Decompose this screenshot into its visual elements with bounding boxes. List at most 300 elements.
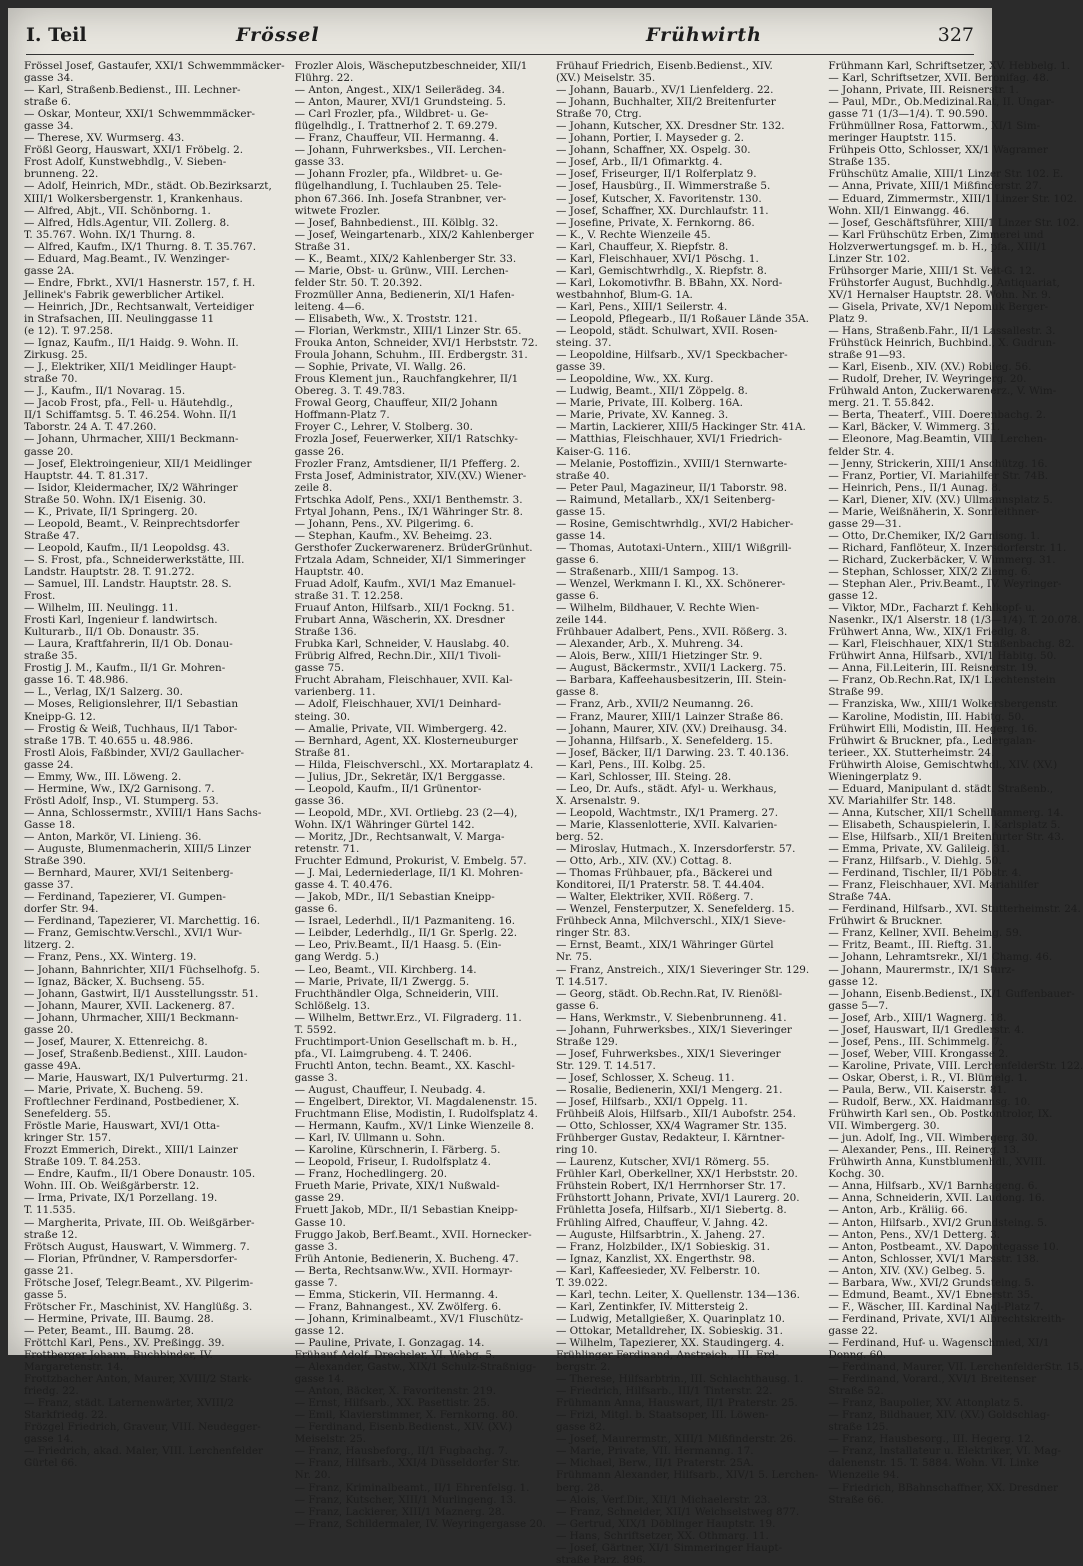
directory-entry: Jellinek's Fabrik gewerblicher Artikel. [24, 288, 225, 301]
directory-entry: — Auguste, Blumenmacherin, XIII/5 Linzer [24, 843, 251, 856]
directory-entry: — Josef, Elektroingenieur, XII/1 Meidlinger [24, 457, 252, 470]
directory-entry: Fruchter Edmund, Prokurist, V. Embelg. 57. [294, 855, 527, 868]
directory-entry: Straße 135. [828, 156, 891, 169]
directory-entry: — Johann, Pens., XV. Pilgerimg. 6. [294, 517, 474, 530]
directory-entry: — Franz, städt. Laternenwärter, XVIII/2 [24, 1397, 235, 1410]
directory-entry: Frühauf Friedrich, Eisenb.Bedienst., XIV. [555, 60, 773, 72]
directory-entry: — Hermine, Ww., IX/2 Garnisong. 7. [24, 782, 215, 795]
directory-entry: Gersthofer Zuckerwarenerz. BrüderGrünhut. [294, 541, 533, 554]
directory-entry: straße 125. [828, 1421, 889, 1434]
directory-entry: Wieningerplatz 9. [828, 770, 922, 783]
directory-entry: Frtyal Johann, Pens., IX/1 Währinger Str. 8. [294, 505, 523, 518]
directory-entry: — Johann, Fuhrwerksbes., XIX/1 Sieveringer [555, 1023, 792, 1036]
directory-entry: gasse 6. [555, 553, 599, 566]
directory-entry: — Anton, Maurer, XVI/1 Grundsteing. 5. [294, 96, 506, 109]
directory-entry: Wohn. III. Ob. Weißgärberstr. 12. [24, 1180, 200, 1193]
directory-entry: — Richard, Zuckerbäcker, V. Wimmerg. 31. [828, 553, 1056, 566]
directory-entry: gasse 8. [555, 686, 599, 699]
directory-entry: — Franz, Maurer, XIII/1 Lainzer Straße 86. [555, 710, 784, 723]
directory-entry: — Anton, Pens., XV/1 Detterg. 3. [828, 1228, 1001, 1241]
directory-entry: Frößl Georg, Hauswart, XXI/1 Fröbelg. 2. [24, 144, 244, 157]
directory-entry: — Ferdinand, Hilfsarb., XVI. Stutterheimstr. 24. [828, 903, 1081, 916]
directory-entry: — Fritz, Beamt., III. Rieftg. 31. [828, 939, 992, 952]
directory-entry: pfa., VI. Laimgrubeng. 4. T. 2406. [294, 1047, 472, 1060]
directory-entry: — Oskar, Oberst, i. R., VI. Blümelg. 1. [828, 1071, 1028, 1084]
directory-entry: — Adolf, Heinrich, MDr., städt. Ob.Bezirksarzt, [24, 180, 272, 193]
directory-entry: Straße 66. [828, 1493, 884, 1506]
directory-entry: (e 12). T. 97.258. [24, 325, 114, 338]
directory-entry: Frötsche Josef, Telegr.Beamt., XV. Pilgerim- [24, 1276, 254, 1289]
directory-entry: — Eleonore, Mag.Beamtin, VIII. Lerchen- [828, 433, 1047, 446]
directory-entry: brunneng. 22. [24, 168, 99, 181]
directory-entry: ringer Str. 83. [555, 927, 631, 940]
directory-entry: — Josef, Arb., II/1 Ofimarktg. 4. [555, 156, 723, 169]
directory-entry: — Karl, Fleischhauer, XVI/1 Pöschg. 1. [555, 252, 759, 265]
directory-entry: Nr. 75. [555, 951, 593, 964]
directory-entry: — Alois, Berw., XIII/1 Hietzinger Str. 9. [555, 650, 763, 663]
directory-entry: Frosti Karl, Ingenieur f. landwirtsch. [24, 614, 218, 627]
directory-entry: — Heinrich, JDr., Rechtsanwalt, Verteidiger [24, 300, 254, 313]
directory-entry: — F., Wäscher, III. Kardinal Nagl-Platz 7. [828, 1300, 1044, 1313]
directory-entry: — Josefine, Private, X. Fernkorng. 86. [555, 216, 755, 229]
directory-entry: — Leopold, Beamt., V. Reinprechtsdorfer [24, 517, 240, 530]
directory-entry: Frühstortt Johann, Private, XVI/1 Laurerg. 20. [555, 1192, 800, 1205]
directory-entry: merg. 21. T. 55.842. [828, 397, 935, 410]
directory-entry: — Karl, Pens., XIII/1 Seilerstr. 4. [555, 300, 728, 313]
directory-entry: Landstr. Hauptstr. 28. T. 91.272. [24, 565, 195, 578]
directory-entry: — Franz, Bildhauer, XIV. (XV.) Goldschlag- [828, 1409, 1050, 1422]
directory-entry: — Franz, Hausbesorg., III. Hegerg. 12. [828, 1433, 1035, 1446]
directory-entry: — Anton, Arb., Kräliig. 66. [828, 1204, 968, 1217]
directory-entry: — Franz, Gemischtw.Verschl., XVI/1 Wur- [24, 927, 243, 940]
directory-entry: Frostl Alois, Faßbinder, XVI/2 Gaullacher- [24, 746, 245, 759]
directory-entry: — K., Private, II/1 Springerg. 20. [24, 505, 198, 518]
directory-entry: — Anton, Markör, VI. Linieng. 36. [24, 831, 202, 843]
directory-entry: — Johann, Kriminalbeamt., XV/1 Fluschütz- [294, 1312, 524, 1325]
directory-page [8, 8, 1083, 1566]
directory-entry: Wienzeile 94. [828, 1469, 900, 1482]
directory-entry: Hauptstr. 44. T. 81.317. [24, 469, 149, 482]
directory-entry: — Eduard, Manipulant d. städt. Straßenb., [828, 782, 1054, 795]
directory-entry: — Michael, Berw., II/1 Praterstr. 25A. [555, 1457, 754, 1470]
column-3 [555, 60, 819, 1566]
directory-entry: — Gertrud, XIX/1 Döblinger Hauptstr. 19. [555, 1517, 776, 1530]
directory-entry: Wohn. IX/1 Währinger Gürtel 142. [294, 818, 475, 831]
directory-entry: gasse 49A. [24, 1059, 81, 1072]
directory-entry: — Irma, Private, IX/1 Porzellang. 19. [24, 1192, 218, 1205]
directory-entry: — Leo, Beamt., VII. Kirchberg. 14. [294, 963, 477, 976]
directory-entry: gasse 6. [555, 999, 599, 1012]
directory-entry: — Emma, Private, XV. Galileig. 31. [828, 843, 1010, 856]
directory-entry: Obereg. 3. T. 49.783. [294, 385, 406, 398]
directory-entry: Taborstr. 24 A. T. 47.260. [24, 421, 157, 434]
directory-entry: Frözgel Friedrich, Graveur, VIII. Neudegger- [24, 1421, 261, 1434]
directory-entry: Frühmann Alexander, Hilfsarb., XIV/1 5. Lerchen- [555, 1469, 819, 1482]
directory-entry: — Else, Hilfsarb., XII/1 Breitenfurter Str. 43. [828, 831, 1065, 843]
directory-entry: Frühwert Anna, Ww., XIX/1 Friedlg. 8. [828, 626, 1031, 639]
directory-entry: straße 31. T. 12.258. [294, 590, 404, 603]
directory-entry: Fruauf Anton, Hilfsarb., XII/1 Fockng. 51. [294, 602, 515, 615]
directory-entry: — Franz, Hilfsarb., XXI/4 Düsseldorfer Str. [294, 1457, 521, 1470]
directory-entry: gasse 29—31. [828, 517, 902, 530]
directory-entry: — Bernhard, Maurer, XVI/1 Seitenberg- [24, 867, 234, 880]
directory-entry: bergstr. 2. [555, 1361, 611, 1374]
directory-entry: — Heinrich, Pens., II/1 Aunag. 8. [828, 481, 1002, 494]
directory-entry: Frubart Anna, Wäscherin, XX. Dresdner [294, 614, 505, 627]
directory-entry: Flührg. 22. [294, 72, 354, 85]
directory-entry: — Josef, Pens., III. Schimmelg. 7. [828, 1035, 1003, 1048]
directory-entry: — Anton, Postbeamt., XV. Dapontegasse 10. [828, 1240, 1059, 1253]
directory-entry: — Julius, JDr., Sekretär, IX/1 Berggasse. [294, 770, 506, 783]
directory-entry: T. 35.767. Wohn. IX/1 Thurng. 8. [24, 228, 196, 241]
directory-entry: — Ferdinand, Maurer, VII. LerchenfelderStr. 15. [828, 1361, 1083, 1374]
directory-entry: — Ferdinand, Eisenb.Bedienst., XIV. (XV.) [294, 1421, 513, 1434]
directory-entry: Frouka Anton, Schneider, XVI/1 Herbststr. 72. [294, 337, 538, 350]
directory-entry: — Alexander, Gastw., XIX/1 Schulz-Straßnigg- [294, 1361, 537, 1374]
directory-entry: — Leo, Priv.Beamt., II/1 Haasg. 5. (Ein- [294, 939, 502, 952]
directory-entry: Straße 52. [828, 1385, 884, 1398]
directory-entry: — Matthias, Fleischhauer, XVI/1 Friedrich- [555, 433, 783, 446]
directory-entry: VII. Wimbergerg. 30. [828, 1120, 940, 1133]
directory-entry: — Georg, städt. Ob.Rechn.Rat, IV. Rienößl- [555, 987, 783, 1000]
directory-entry: Frössel Josef, Gastaufer, XXI/1 Schwemmmäcker- [24, 60, 285, 72]
directory-entry: Frsta Josef, Administrator, XIV.(XV.) Wiener- [294, 469, 527, 482]
directory-entry: gasse 39. [555, 361, 606, 374]
directory-entry: — Endre, Fbrkt., XVI/1 Hasnerstr. 157, f. H. [24, 276, 256, 289]
directory-entry: — Karl, Eisenb., XIV. (XV.) Robileg. 56. [828, 361, 1032, 374]
directory-entry: gasse 20. [24, 1023, 74, 1036]
directory-entry: Gasse 10. [294, 1216, 346, 1229]
directory-entry: — Anton, Hilfsarb., XVI/2 Grundsteing. 5. [828, 1216, 1048, 1229]
directory-entry: — Rudolf, Dreher, IV. Weyringerg. 20. [828, 373, 1027, 386]
directory-entry: steing. 30. [294, 710, 351, 723]
directory-entry: Frühsorger Marie, XIII/1 St. Veit-G. 12. [828, 264, 1036, 277]
directory-entry: Frühwirt & Bruckner. [828, 915, 943, 928]
directory-entry: — August, Chauffeur, I. Neubadg. 4. [294, 1083, 486, 1096]
directory-entry: — Alfred, Kaufm., IX/1 Thurng. 8. T. 35.767. [24, 240, 257, 253]
directory-entry: — Karl, Pens., III. Kolbg. 25. [555, 758, 706, 771]
directory-entry: — J. Mai, Lederniederlage, II/1 Kl. Mohren- [294, 867, 523, 880]
directory-entry: — Johann, Maurermstr., IX/1 Sturz- [828, 963, 1015, 976]
directory-entry: — Margherita, Private, III. Ob. Weißgärber- [24, 1216, 255, 1229]
directory-entry: Straße 70, Ctrg. [555, 108, 642, 121]
directory-entry: gasse 2A. [24, 264, 75, 277]
directory-entry: — Engelbert, Direktor, VI. Magdalenenstr. 15. [294, 1096, 538, 1109]
directory-entry: — Johann, Eisenb.Bedienst., IX/1 Guffenbauer- [828, 987, 1075, 1000]
directory-entry: — Laurenz, Kutscher, XVI/1 Römerg. 55. [555, 1156, 770, 1169]
directory-entry: — Karl, Diener, XIV. (XV.) Ullmannsplatz 5. [828, 493, 1053, 506]
directory-entry: ring 10. [555, 1144, 598, 1157]
directory-entry: Konditorei, II/1 Praterstr. 58. T. 44.404. [555, 879, 765, 892]
directory-entry: — Wilhelm, Bildhauer, V. Rechte Wien- [555, 602, 760, 615]
directory-entry: — Johanna, Hilfsarb., X. Senefelderg. 15. [555, 734, 773, 747]
directory-entry: — Ferdinand, Huf- u. Wagenschmied, XI/1 [828, 1336, 1050, 1349]
directory-entry: gasse 3. [294, 1071, 338, 1084]
directory-entry: — Alexander, Pens., III. Reinerg. 13. [828, 1144, 1020, 1157]
directory-entry: Frühpeis Otto, Schlosser, XX/1 Wagramer [828, 144, 1048, 157]
directory-entry: Frottberger Johann, Buchbinder, IV. [24, 1349, 213, 1362]
directory-entry: Kaiser-G. 116. [555, 445, 631, 458]
directory-entry: — Rosalie, Bedienerin, XXI/1 Mengerg. 21. [555, 1083, 783, 1096]
directory-entry: Straße 50. Wohn. IX/1 Eisenig. 30. [24, 493, 206, 506]
directory-entry: — Leopold, MDr., XVI. Ortliebg. 23 (2—4), [294, 806, 518, 819]
directory-entry: — Josef, Bäcker, II/1 Darwing. 23. T. 40.136. [555, 746, 789, 759]
directory-entry: T. 14.517. [555, 975, 608, 988]
directory-entry: — Jakob, MDr., II/1 Sebastian Kneipp- [294, 891, 495, 904]
directory-entry: Fruad Adolf, Kaufm., XVI/1 Maz Emanuel- [294, 578, 516, 591]
directory-entry: — Karl, Schriftsetzer, XVII. Beronifag. 48. [828, 72, 1050, 85]
directory-entry: — Franz, Arb., XVII/2 Neumanng. 26. [555, 698, 754, 711]
directory-entry: — Alexander, Arb., X. Muhreng. 34. [555, 638, 744, 651]
directory-entry: gasse 14. [24, 1433, 74, 1446]
directory-entry: — Straßenarb., XIII/1 Sampog. 13. [555, 565, 739, 578]
directory-entry: Zirkusg. 25. [24, 349, 88, 362]
directory-entry: T. 5592. [294, 1023, 337, 1036]
directory-entry: — Stephan, Schlosser, XIX/2 Ziemg. 6. [828, 565, 1031, 578]
directory-entry: — Josef, Maurermstr., XIII/1 Mißfinderstr. 26. [555, 1433, 797, 1446]
directory-entry: — Franz, Portier, VI. Mariahilfer Str. 74B. [828, 469, 1049, 482]
directory-entry: — Edmund, Beamt., XV/1 Ebnerstr. 35. [828, 1288, 1034, 1301]
directory-entry: — Ferdinand, Tapezierer, VI. Marchettig. 16. [24, 915, 261, 928]
directory-entry: — Marie, Obst- u. Grünw., VIII. Lerchen- [294, 264, 509, 277]
directory-entry: — Johann, Buchhalter, XII/2 Breitenfurter [555, 96, 776, 109]
directory-entry: — Eduard, Zimmermstr., XIII/1 Linzer Str. 102. [828, 192, 1077, 205]
directory-entry: — Elisabeth, Ww., X. Troststr. 121. [294, 312, 478, 325]
directory-entry: Gasse 18. [24, 818, 76, 831]
directory-entry: Frühwirt & Bruckner, pfa., Ledergalan- [828, 734, 1036, 747]
directory-entry: meringer Hauptstr. 115. [828, 132, 957, 145]
directory-entry: Straße 136. [294, 626, 357, 639]
directory-entry: Frühwirth Anna, Kunstblumenhdl., XVIII. [828, 1156, 1046, 1169]
first-entry-keyword: Frössel [236, 24, 320, 46]
directory-entry: — Carl Frozler, pfa., Wildbret- u. Ge- [294, 108, 489, 121]
directory-entry: Straße 109. T. 84.253. [24, 1156, 141, 1169]
directory-entry: Frozmüller Anna, Bedienerin, XI/1 Hafen- [294, 288, 515, 301]
directory-entry: friedg. 22. [24, 1385, 79, 1398]
directory-entry: — Stephan, Kaufm., XV. Beheimg. 23. [294, 529, 493, 542]
directory-entry: — Raimund, Metallarb., XX/1 Seitenberg- [555, 493, 776, 506]
directory-entry: — Alfred, Hdls.Agentur, VII. Zollerg. 8. [24, 216, 230, 229]
directory-entry: Froula Johann, Schuhm., III. Erdbergstr. 31. [294, 349, 528, 362]
directory-entry: — Leopoldine, Ww., XX. Kurg. [555, 373, 714, 386]
directory-entry: — J., Kaufm., II/1 Novarag. 15. [24, 385, 186, 398]
directory-entry: — Franz, Installateur u. Elektriker, VI. Mag- [828, 1445, 1062, 1458]
directory-entry: gasse 22. [828, 1324, 878, 1337]
directory-entry: — Johann, Uhrmacher, XIII/1 Beckmann- [24, 433, 239, 446]
directory-entry: Fruggo Jakob, Berf.Beamt., XVII. Hornecker- [294, 1228, 532, 1241]
directory-entry: Frühling Alfred, Chauffeur, V. Jahng. 42. [555, 1216, 768, 1229]
directory-entry: — Franz, Kriminalbeamt., II/1 Ehrenfelsg. 1. [294, 1481, 530, 1494]
column-1 [24, 60, 285, 1470]
directory-entry: X. Arsenalstr. 9. [555, 794, 641, 807]
directory-entry: — Barbara, Ww., XVI/2 Grundsteing. 5. [828, 1276, 1035, 1289]
directory-entry: — Ottokar, Metalldreher, IX. Sobieskig. 31. [555, 1324, 783, 1337]
directory-entry: Fröstle Marie, Hauswart, XVI/1 Otta- [24, 1120, 220, 1133]
directory-entry: Frühwald Anton, Zuckerwarenerz., V. Wim- [828, 385, 1057, 398]
directory-entry: gasse 6. [555, 590, 599, 603]
directory-entry: — Anna, Private, XIII/1 Mißfinderstr. 27. [828, 180, 1042, 193]
directory-entry: — Karl, Lokomotivfhr. B. BBahn, XX. Nord- [555, 276, 783, 289]
directory-entry: Frous Klement jun., Rauchfangkehrer, II/1 [294, 373, 519, 386]
directory-entry: Fröttchl Karl, Pens., XV. Preßingg. 39. [24, 1336, 225, 1349]
directory-entry: Str. 129. T. 14.517. [555, 1059, 656, 1072]
directory-entry: varienberg. 11. [294, 686, 376, 699]
directory-entry: — Endre, Kaufm., II/1 Obere Donaustr. 105. [24, 1168, 256, 1181]
directory-entry: — Rosine, Gemischtwrhdlg., XVI/2 Habicher- [555, 517, 794, 530]
directory-entry: XV. Mariahilfer Str. 148. [828, 794, 956, 807]
last-entry-keyword: Frühwirth [646, 24, 762, 46]
directory-entry: Hoffmann-Platz 7. [294, 409, 390, 422]
directory-entry: gasse 15. [555, 505, 606, 518]
directory-entry: — Josef, Schaffner, XX. Durchlaufstr. 11. [555, 204, 769, 217]
directory-entry: — Melanie, Postoffizin., XVIII/1 Sternwarte- [555, 457, 788, 470]
directory-entry: T. 39.022. [555, 1276, 608, 1289]
directory-entry: zeile 144. [555, 614, 607, 627]
directory-entry: Kulturarb., II/1 Ob. Donaustr. 35. [24, 626, 200, 639]
directory-entry: — Israel, Lederhdl., II/1 Pazmaniteng. 16. [294, 915, 516, 928]
directory-entry: — Karl Frühschütz Erben, Zimmerei und [828, 228, 1044, 241]
directory-entry: — J., Elektriker, XII/1 Meidlinger Haupt- [24, 361, 237, 374]
directory-entry: Froftlechner Ferdinand, Postbediener, X. [24, 1096, 240, 1109]
directory-entry: — Marie, Private, X. Bucheng. 59. [24, 1083, 204, 1096]
directory-entry: Frühwirth Aloise, Gemischtwhdl., XIV. (XV.) [828, 758, 1058, 771]
directory-entry: — Ignaz, Kanzlist, XX. Engerthstr. 98. [555, 1252, 756, 1265]
directory-entry: gasse 34. [24, 72, 74, 85]
directory-entry: — Franz, Kutscher, XIII/1 Murlingeng. 13. [294, 1493, 517, 1506]
directory-entry: Fruchtl Anton, techn. Beamt., XX. Kaschl- [294, 1059, 515, 1072]
directory-entry: — Ferdinand, Tapezierer, VI. Gumpen- [24, 891, 226, 904]
directory-entry: Frucht Abraham, Fleischhauer, XVII. Kal- [294, 674, 513, 687]
directory-entry: — Josef, Weber, VIII. Krongasse 2. [828, 1047, 1009, 1060]
directory-entry: Straße 81. [294, 746, 351, 759]
directory-entry: Frühstorfer August, Buchhdlg., Antiquariat, [828, 276, 1060, 289]
directory-entry: — Josef, Schlosser, X. Scheug. 11. [555, 1071, 735, 1084]
directory-entry: straße Parz. 896. [555, 1553, 646, 1566]
directory-entry: gasse 20. [24, 445, 74, 458]
directory-entry: — Ignaz, Kaufm., II/1 Haidg. 9. Wohn. II. [24, 337, 239, 350]
directory-entry: terieer., XX. Stutterheimstr. 24. [828, 746, 995, 759]
directory-entry: Frühauf Adolf, Drechsler, VI. Webg. 5. [294, 1349, 496, 1362]
directory-entry: straße 40. [555, 469, 610, 482]
directory-entry: litzerg. 2. [24, 939, 75, 952]
directory-entry: Frühstück Heinrich, Buchbind., X. Gudrun- [828, 337, 1056, 350]
directory-entry: II/1 Schiffamtsg. 5. T. 46.254. Wohn. II/1 [24, 409, 238, 422]
directory-entry: T. 11.535. [24, 1204, 76, 1217]
directory-entry: — Wilhelm, Tapezierer, XX. Staudingerg. 4. [555, 1336, 785, 1349]
directory-entry: — Franz, Ob.Rechn.Rat, IX/1 Liechtenstein [828, 674, 1056, 687]
directory-entry: — Leopoldine, Hilfsarb., XV/1 Speckbacher- [555, 349, 788, 362]
directory-entry: — Franz, Kellner, XVII. Beheimg. 59. [828, 927, 1023, 940]
directory-entry: Frozzt Emmerich, Direkt., XIII/1 Lainzer [24, 1144, 238, 1157]
directory-entry: Fruchtimport-Union Gesellschaft m. b. H., [294, 1035, 518, 1048]
directory-entry: Frtzala Adam, Schneider, XI/1 Simmeringer [294, 553, 526, 566]
directory-entry: — Karl, IV. Ullmann u. Sohn. [294, 1132, 446, 1145]
directory-entry: Froyer C., Lehrer, V. Stolberg. 30. [294, 421, 473, 434]
directory-entry: — Leibder, Lederhdlg., II/1 Gr. Sperlg. 22. [294, 927, 517, 940]
directory-entry: straße 17B. T. 40.655 u. 48.986. [24, 734, 194, 747]
directory-entry: — Hilda, Fleischverschl., XX. Mortaraplatz 4. [294, 758, 534, 771]
directory-entry: gasse 71 (1/3—1/4). T. 90.590. [828, 108, 989, 121]
directory-entry: — Karl, Zentinkfer, IV. Mittersteig 2. [555, 1300, 749, 1313]
directory-entry: — Anna, Schneiderin, XVII. Laudong. 16. [828, 1192, 1045, 1205]
directory-entry: — Laura, Kraftfahrerin, II/1 Ob. Donau- [24, 638, 233, 651]
directory-entry: — Florian, Pfründner, V. Rampersdorfer- [24, 1252, 238, 1265]
directory-entry: Fruett Jakob, MDr., II/1 Sebastian Kneipp- [294, 1204, 518, 1217]
directory-entry: — Wilhelm, Bettwr.Erz., VI. Filgraderg. 11. [294, 1011, 522, 1024]
directory-entry: Frühmann Anna, Hauswart, II/1 Praterstr. 25. [555, 1397, 798, 1410]
directory-entry: gasse 14. [294, 1373, 345, 1386]
directory-entry: Straße 74A. [828, 891, 892, 904]
directory-entry: — Leopold, Friseur, I. Rudolfsplatz 4. [294, 1156, 491, 1169]
directory-entry: gasse 12. [828, 590, 878, 603]
directory-entry: berg. 28. [555, 1481, 604, 1494]
directory-entry: straße 12. [24, 1228, 78, 1241]
directory-entry: — Otto, Arb., XIV. (XV.) Cottag. 8. [555, 855, 732, 868]
directory-entry: — Franz, Anstreich., XIX/1 Sieveringer Str. 129. [555, 963, 810, 976]
directory-entry: Frühler Karl, Oberkellner, XX/1 Herbststr. 20. [555, 1168, 798, 1181]
directory-entry: Nr. 20. [294, 1469, 331, 1482]
directory-entry: — Leo, Dr. Aufs., städt. Afyl- u. Werkhaus, [555, 782, 777, 795]
directory-entry: Frubka Karl, Schneider, V. Hauslabg. 40. [294, 638, 510, 651]
directory-entry: Holzverwertungsgef. m. b. H., pfa., XIII/1 [828, 240, 1048, 253]
directory-entry: Nasenkr., IX/1 Alserstr. 18 (1/3—1/4). T. 20.078. [828, 614, 1081, 627]
directory-entry: Frueth Marie, Private, XIX/1 Nußwald- [294, 1180, 500, 1193]
directory-entry: — Franz, Fleischhauer, XVI. Mariahilfer [828, 879, 1039, 892]
directory-entry: gasse 37. [24, 879, 74, 892]
directory-entry: Hauptstr. 40. [294, 565, 364, 578]
directory-entry: in Strafsachen, III. Neulinggasse 11 [24, 312, 215, 325]
directory-entry: gang Werdg. 5.) [294, 951, 379, 964]
directory-entry: leiteng. 4—6. [294, 300, 365, 313]
directory-entry: gasse 29. [294, 1192, 345, 1205]
directory-entry: — Leopold, städt. Schulwart, XVII. Rosen- [555, 325, 778, 338]
directory-entry: — Hans, Werkmstr., V. Siebenbrunneng. 41. [555, 1011, 787, 1024]
directory-entry: gasse 4. T. 40.476. [294, 879, 393, 892]
directory-entry: — Friedrich, Hilfsarb., III/1 Tinterstr. 22. [555, 1385, 773, 1398]
directory-entry: gasse 12. [294, 1324, 345, 1337]
directory-entry: gasse 14. [555, 529, 606, 542]
directory-entry: — Adolf, Fleischhauer, XVI/1 Deinhard- [294, 698, 502, 711]
directory-columns [24, 60, 1083, 1566]
directory-entry: — Josef, Arb., XIII/1 Wagnerg. 18. [828, 1011, 1007, 1024]
directory-entry: — Berta, Theaterf., VIII. Doerenbachg. 2. [828, 409, 1046, 422]
directory-entry: — Friedrich, BBahnschaffner, XX. Dresdner [828, 1481, 1058, 1494]
directory-entry: Starkfriedg. 22. [24, 1409, 108, 1422]
directory-entry: — jun. Adolf, Ing., VII. Wimbergerg. 30. [828, 1132, 1038, 1145]
directory-entry: — Franz, Baupolier, XV. Attonplatz 5. [828, 1397, 1024, 1410]
directory-entry: — Anna, Hilfsarb., XV/1 Barnhageng. 6. [828, 1180, 1038, 1193]
directory-entry: — Walter, Elektriker, XVII. Rößerg. 7. [555, 891, 754, 904]
directory-entry: — Johann, Private, III. Reisnerstr. 1. [828, 84, 1019, 97]
directory-entry: — Florian, Werkmstr., XIII/1 Linzer Str. 65. [294, 325, 522, 338]
directory-entry: — Auguste, Hilfsarbtrin., X. Jaheng. 27. [555, 1228, 765, 1241]
directory-entry: Frübrig Alfred, Rechn.Dir., XII/1 Tivoli- [294, 650, 501, 663]
directory-entry: — Stephan Aler., Priv.Beamt., IV. Weyringer- [828, 578, 1062, 591]
directory-entry: — Viktor, MDr., Facharzt f. Kehlkopf- u. [828, 602, 1036, 615]
directory-entry: straße 91—93. [828, 349, 906, 362]
directory-entry: — Alois, Verf.Dir., XII/1 Michaelerstr. 23. [555, 1493, 771, 1506]
directory-entry: — Hermann, Kaufm., XV/1 Linke Wienzeile 8. [294, 1120, 535, 1133]
directory-entry: — Frostig & Weiß, Tuchhaus, II/1 Tabor- [24, 722, 238, 735]
directory-entry: Frostig J. M., Kaufm., II/1 Gr. Mohren- [24, 662, 226, 675]
directory-entry: gasse 16. T. 48.986. [24, 674, 129, 687]
directory-entry: — L., Verlag, IX/1 Salzerg. 30. [24, 686, 183, 699]
directory-entry: Frost. [24, 590, 56, 603]
directory-entry: — Josef, Fuhrwerksbes., XIX/1 Sieveringer [555, 1047, 781, 1060]
directory-entry: — Josef, Friseurger, II/1 Rolferplatz 9. [555, 168, 757, 181]
directory-entry: — Peter Paul, Magazineur, II/1 Taborstr. 98. [555, 481, 788, 494]
directory-entry: Frozla Josef, Feuerwerker, XII/1 Ratschky- [294, 433, 518, 446]
